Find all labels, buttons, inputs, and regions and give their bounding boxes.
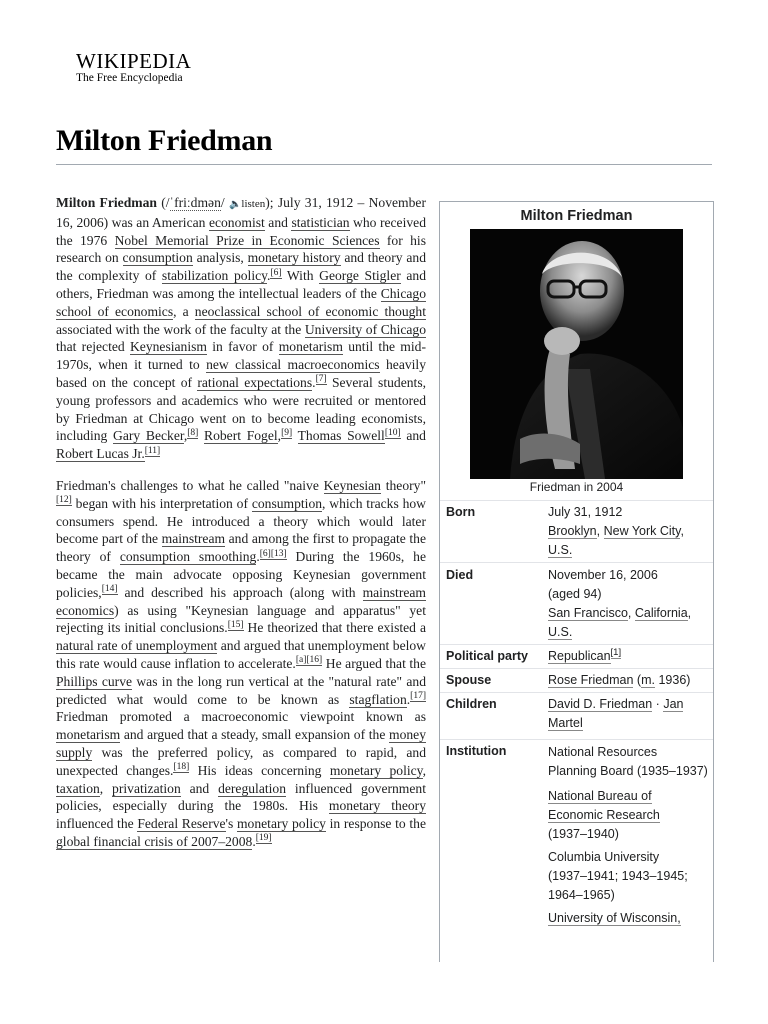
text: (/ xyxy=(156,195,170,210)
infobox-title: Milton Friedman xyxy=(520,208,633,224)
link-financial-crisis[interactable]: global financial crisis of 2007–2008 xyxy=(56,833,253,849)
text: and among the first to propagate the theory of xyxy=(56,531,426,565)
text: . xyxy=(312,374,316,390)
text: theory" xyxy=(380,477,426,493)
text: , xyxy=(596,524,604,538)
link-consumption-smoothing[interactable]: consumption smoothing xyxy=(119,549,257,565)
institution-1: National Resources Planning Board (1935–1937) xyxy=(548,745,708,778)
link-new-york-city[interactable]: New York City xyxy=(603,524,681,538)
text: · xyxy=(652,697,664,711)
link-economist[interactable]: economist xyxy=(208,214,265,230)
text: in response to the xyxy=(325,816,426,832)
link-david-friedman[interactable]: David D. Friedman xyxy=(548,697,653,711)
text: . xyxy=(256,549,260,565)
born-label: Born xyxy=(446,505,476,519)
text: for his research on xyxy=(56,232,427,266)
text: ); July 31, 1912 – November 16, 2006) was an American xyxy=(56,195,426,230)
text: Friedman promoted a macroeconomic viewpoint known as xyxy=(56,709,426,725)
text: . xyxy=(406,691,411,707)
subject-name: Milton Friedman xyxy=(56,195,157,210)
link-mainstream-economics[interactable]: mainstream economics xyxy=(56,584,426,618)
link-george-stigler[interactable]: George Stigler xyxy=(319,268,401,284)
link-republican[interactable]: Republican xyxy=(548,649,611,663)
link-jan-martel[interactable]: Jan Martel xyxy=(548,697,684,730)
text: in favor of xyxy=(207,339,279,355)
ref-16[interactable]: [16] xyxy=(306,655,323,666)
link-monetary-policy-2[interactable]: monetary policy xyxy=(236,816,326,832)
text: and xyxy=(264,214,292,230)
infobox xyxy=(439,201,714,962)
link-monetarism[interactable]: monetarism xyxy=(278,339,343,355)
link-nber[interactable]: National Bureau of Economic Research xyxy=(548,789,660,822)
link-consumption-2[interactable]: consumption xyxy=(251,495,323,511)
text: analysis, xyxy=(192,250,248,266)
link-university-of-wisconsin[interactable]: University of Wisconsin, xyxy=(548,911,681,925)
link-privatization[interactable]: privatization xyxy=(112,780,181,796)
ref-11[interactable]: [11] xyxy=(144,445,161,456)
link-robert-fogel[interactable]: Robert Fogel xyxy=(204,428,278,444)
text: ) as using "Keynesian language and apparatus" yet rejecting its initial conclusions. xyxy=(56,602,426,636)
note-a[interactable]: [a] xyxy=(295,655,307,666)
died-label: Died xyxy=(446,568,474,582)
party-value xyxy=(548,647,708,666)
infobox-row-spouse xyxy=(440,668,713,693)
portrait-image xyxy=(470,229,683,479)
text: and argued that a steady, small expansion of the xyxy=(120,727,389,743)
link-deregulation[interactable]: deregulation xyxy=(218,780,287,796)
text: / xyxy=(220,195,229,210)
born-value xyxy=(548,503,708,560)
link-california[interactable]: California xyxy=(634,606,688,620)
text: and xyxy=(180,780,219,796)
link-stagflation[interactable]: stagflation xyxy=(349,691,407,707)
portrait-photo[interactable] xyxy=(470,229,683,479)
spouse-value xyxy=(548,671,708,690)
paragraph-1 xyxy=(56,194,426,463)
text: He argued that the xyxy=(322,655,426,671)
text: was the preferred policy, as compared to rapid, and unexpected changes. xyxy=(56,744,426,778)
infobox-row-died xyxy=(440,562,713,645)
text: , xyxy=(99,780,113,796)
text: influenced the xyxy=(56,816,138,832)
link-stabilization-policy[interactable]: stabilization policy xyxy=(161,268,268,284)
link-nobel-prize[interactable]: Nobel Memorial Prize in Economic Sciences xyxy=(114,232,380,248)
text: , xyxy=(422,762,426,778)
ref-10[interactable]: [10] xyxy=(384,427,401,438)
link-robert-lucas[interactable]: Robert Lucas Jr. xyxy=(56,446,145,462)
link-rational-expectations[interactable]: rational expectations xyxy=(197,374,313,390)
link-thomas-sowell[interactable]: Thomas Sowell xyxy=(297,428,385,444)
link-mainstream[interactable]: mainstream xyxy=(161,531,226,547)
text: . xyxy=(267,268,271,284)
text: and xyxy=(400,428,426,444)
ref-6b[interactable]: [6] xyxy=(259,548,271,559)
text: Friedman's challenges to what he called "naive xyxy=(56,477,324,493)
text: , xyxy=(183,428,188,444)
link-taxation[interactable]: taxation xyxy=(56,780,100,796)
text: . xyxy=(252,833,256,849)
link-university-of-chicago[interactable]: University of Chicago xyxy=(304,321,427,337)
died-value xyxy=(548,566,708,642)
spouse-label: Spouse xyxy=(446,673,492,687)
text: , xyxy=(680,524,684,538)
link-monetary-theory[interactable]: monetary theory xyxy=(328,798,426,814)
link-rose-friedman[interactable]: Rose Friedman xyxy=(548,673,634,687)
link-neoclassical-school[interactable]: neoclassical school of economic thought xyxy=(194,303,426,319)
article-body xyxy=(56,194,426,865)
ref-9[interactable]: [9] xyxy=(281,427,293,438)
link-us-died[interactable]: U.S. xyxy=(548,625,573,639)
link-san-francisco[interactable]: San Francisco xyxy=(548,606,628,620)
text: that rejected xyxy=(56,339,130,355)
link-phillips-curve[interactable]: Phillips curve xyxy=(56,673,133,689)
text: until the mid-1970s, when it turned to xyxy=(56,339,426,373)
institution-2-years: (1937–1940) xyxy=(548,827,619,841)
text: His ideas concerning xyxy=(189,762,330,778)
photo-caption: Friedman in 2004 xyxy=(529,480,624,494)
text: and theory and the complexity of xyxy=(56,250,426,284)
text: and others, Friedman was among the intellectual leaders of the xyxy=(56,268,426,301)
party-label: Political party xyxy=(446,649,528,663)
ref-1[interactable]: [1] xyxy=(610,646,622,658)
text: , a xyxy=(173,303,195,319)
link-monetarism-2[interactable]: monetarism xyxy=(56,727,121,743)
institution-label: Institution xyxy=(446,744,507,758)
ref-12[interactable]: [12] xyxy=(56,495,72,506)
link-brooklyn[interactable]: Brooklyn xyxy=(548,524,597,538)
link-gary-becker[interactable]: Gary Becker xyxy=(113,428,184,444)
wikipedia-logo[interactable] xyxy=(76,50,191,84)
text: During the 1960s, he became the main advocate opposing Keynesian government policies, xyxy=(56,549,426,600)
text: heavily based on the concept of xyxy=(56,357,426,390)
link-money-supply[interactable]: money supply xyxy=(56,727,426,760)
died-date: November 16, 2006 xyxy=(548,568,658,582)
institution-3: Columbia University xyxy=(548,850,660,864)
text: 's xyxy=(225,816,237,832)
link-keynesian[interactable]: Keynesian xyxy=(323,477,381,493)
infobox-row-institution xyxy=(440,739,713,962)
children-value xyxy=(548,695,708,733)
infobox-row-born xyxy=(440,500,713,563)
text: , xyxy=(277,428,282,444)
infobox-row-party xyxy=(440,644,713,669)
text: Several students, young professors and academics who were recruited or mentored by Friedman at Chicago went on to become leading economists, including xyxy=(56,374,427,444)
link-chicago-school[interactable]: Chicago school of economics xyxy=(56,285,426,319)
text: who received the 1976 xyxy=(56,214,426,248)
link-keynesianism[interactable]: Keynesianism xyxy=(129,339,207,355)
ref-19[interactable]: [19] xyxy=(255,833,272,844)
institution-3-years: (1937–1941; 1943–1945; 1964–1965) xyxy=(548,869,688,902)
logo-wordmark: WIKIPEDIA xyxy=(76,49,192,73)
link-natural-rate-of-unemployment[interactable]: natural rate of unemployment xyxy=(56,638,218,654)
listen-link[interactable]: listen xyxy=(241,198,266,210)
ref-8[interactable]: [8] xyxy=(187,427,199,438)
text xyxy=(292,428,297,443)
link-married-abbr[interactable]: m. xyxy=(641,673,655,687)
link-us-born[interactable]: U.S. xyxy=(548,543,573,557)
text: , xyxy=(687,606,692,620)
text: was in the long run vertical at the "natural rate" and predicted what would come to be known as xyxy=(56,673,426,707)
text: With xyxy=(281,268,320,284)
ref-7[interactable]: [7] xyxy=(315,374,327,385)
text: ( xyxy=(633,673,642,687)
ref-14[interactable]: [14] xyxy=(101,584,118,595)
children-label: Children xyxy=(446,697,497,711)
ipa-pronunciation[interactable]: ˈfriːdmən xyxy=(169,195,221,210)
text: , which tracks how consumers spend. He introduced a theory which would later become part of the xyxy=(56,495,427,547)
died-age: (aged 94) xyxy=(548,587,602,601)
paragraph-2 xyxy=(56,477,426,851)
link-monetary-history[interactable]: monetary history xyxy=(247,250,341,266)
title-divider xyxy=(56,164,712,165)
link-federal-reserve[interactable]: Federal Reserve xyxy=(137,816,226,832)
ref-17[interactable]: [17] xyxy=(410,690,426,701)
ref-6[interactable]: [6] xyxy=(270,267,282,278)
text: , xyxy=(627,606,635,620)
speaker-icon[interactable]: 🔈 xyxy=(228,199,242,210)
link-statistician[interactable]: statistician xyxy=(291,214,350,230)
text: influenced government policies, especially during the 1980s. His xyxy=(56,780,426,814)
institution-value xyxy=(548,743,708,928)
text: He theorized that there existed a xyxy=(243,620,427,636)
text: and argued that unemployment below this rate would cause inflation to accelerate. xyxy=(56,638,426,671)
text: began with his interpretation of xyxy=(71,495,252,511)
page-title: Milton Friedman xyxy=(56,124,273,157)
text: 1936) xyxy=(654,673,691,687)
link-new-classical-macroeconomics[interactable]: new classical macroeconomics xyxy=(206,357,380,373)
text: and described his approach (along with xyxy=(117,584,363,600)
ref-18[interactable]: [18] xyxy=(173,762,190,773)
logo-tagline: The Free Encyclopedia xyxy=(76,72,183,84)
ref-13[interactable]: [13] xyxy=(270,548,287,559)
ref-15[interactable]: [15] xyxy=(227,619,244,630)
link-monetary-policy[interactable]: monetary policy xyxy=(329,762,423,778)
text: associated with the work of the faculty at the xyxy=(56,321,305,337)
link-consumption[interactable]: consumption xyxy=(122,250,193,266)
born-date: July 31, 1912 xyxy=(548,505,623,519)
infobox-row-children xyxy=(440,692,713,739)
